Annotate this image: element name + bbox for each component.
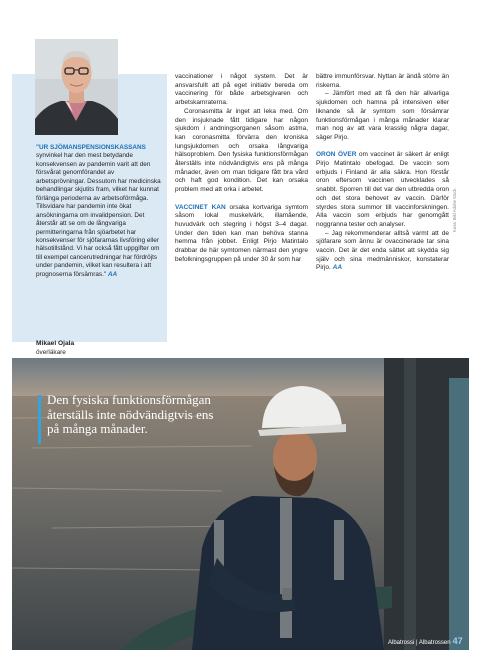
col1-subhead: VACCINET KAN [175,203,226,211]
col2-paragraph-4-body: – Jag rekommenderar alltså varmt att de sjöfarare som ännu är ovaccinerade tar sina vaccin. Det är det enda sättet att skydda sig själv och sina medmänniskor, konstaterar Pirjo. [316,229,449,272]
page-footer [388,636,463,646]
col2-paragraph-1: bättre immunförsvar. Nyttan är ändå större än riskerna. [316,73,449,89]
col1-paragraph-3 [175,204,308,265]
pull-quote: Den fysiska funktionsförmågan återställs inte nödvändigtvis ens på många månader. [47,392,214,437]
col1-paragraph-3-body: orsaka kortvariga symtom såsom lokal muskelvärk, illamående, huvudvärk och stegring i högst 3–4 dagar. Under den tiden kan man behöva stanna hemma från jobbet. Enligt Pirjo Matintalo drabbar de här symtomen närmast den yngre befolkningsgruppen på under 30 år som har [175,203,308,263]
col1-paragraph-2: Coronasmitta är inget att leka med. Om den insjuknade fått tidigare har någon sjukdom i andningsorganen såsom astma, kan coronasmitta förvärra den kroniska lungsjukdomen och orsaka långvariga hälsoproblem. Den fysiska funktionsförmågan återställs inte nödvändigtvis ens på många månader, även om man tidigare fått bra vård och haft god kondition. Det kan orsaka problem med att orka i arbetet. [175,107,308,194]
col2-paragraph-3 [316,151,449,229]
sidebar-quote [36,144,164,279]
signature-name: Mikael Ojala [36,340,75,347]
pull-quote-bar [38,395,41,444]
signature-role-title: överläkare [36,349,66,356]
end-mark-icon: AA [107,270,118,278]
footer-magazine: Albatrossi | Albatrossen [388,640,451,646]
page-number: 47 [452,636,463,646]
end-mark-icon: AA [332,264,343,272]
col2-paragraph-3-body: om vaccinet är säkert är enligt Pirjo Matintalo obefogad. De vaccin som erbjuds i Finland är alla säkra. Hon förstår oron eftersom vaccinen utvecklades så snabbt. Sporren till det var den utbredda oron och det stora behovet av vaccin. Därför styrdes stora summor till vaccinforskningen. Alla vaccin som erbjuds har genomgått noggranna tester och analyser. [316,151,449,228]
col2-paragraph-2: – Jämfört med att få den här allvarliga sjukdomen och hamna på intensiven eller liknande så är symtom som försämrar funktionsförmågan i många månader klarar man nog av att vara krasslig några dagar, säger Pirjo. [316,90,449,141]
col1-paragraph-1: vaccinationer i något system. Det är ansvarsfullt att på eget initiativ bereda om vaccinering för både arbetsgivaren och arbetskamraterna. [175,73,308,107]
col2-paragraph-4 [316,230,449,274]
col2-subhead: ORON ÖVER [316,151,357,159]
quote-lead: "UR SJÖMANSPENSIONSKASSANS [36,144,146,151]
quote-body: synvinkel har den mest betydande konsekvensen av pandemin varit att den försvårat genomförandet av arbetsprövningar. Dessutom har medicinska behandlingar skjutits fram, vilket har kunnat förlänga perioderna av arbetsoförmåga. Tillsvidare har pandemin inte ökat ansökningarna om invalidpension. Det återstår att se om de långvariga permitteringarna från sjöarbetet har konsekvenser för sjöfararnas livsföring eller hälsotillstånd. Vi har också fått uppgifter om till exempel cancerutredningar har fördröjts under pandemin, vilket kan resultera i att prognoserna försämras." [36,152,161,278]
portrait-photo [35,39,118,135]
article-column-2 [316,73,449,273]
article-column-1 [175,73,308,264]
photo-credit: Kuva: Bild Adobe Stock [452,188,457,232]
